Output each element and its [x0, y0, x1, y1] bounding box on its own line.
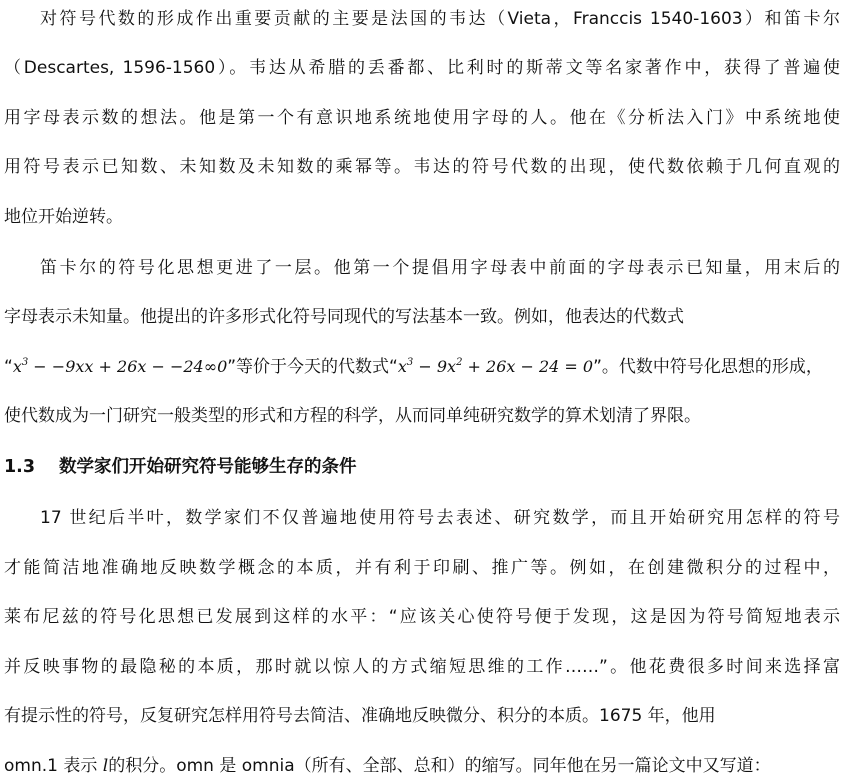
- section-title: 数学家们开始研究符号能够生存的条件: [59, 457, 357, 477]
- old-formula-var: x: [12, 357, 22, 376]
- paragraph-1-line-4: 用符号表示已知数、未知数及未知数的乘幂等。韦达的符号代数的出现，使代数依赖于几何直观的: [4, 157, 840, 177]
- paragraph-2-line-3: [4, 355, 840, 381]
- paragraph-3-line-6-start: omn.1 表示: [4, 756, 103, 776]
- old-formula: [13, 357, 227, 376]
- modern-formula-exponent-1: 3: [406, 357, 414, 368]
- open-quote: “: [4, 357, 13, 377]
- modern-formula-var: x: [397, 357, 407, 376]
- old-formula-rest: − −9xx + 26x − −24∞0: [28, 357, 228, 376]
- line-ending-text: ”。代数中符号化思想的形成，: [593, 357, 823, 377]
- paragraph-1-line-1: 对符号代数的形成作出重要贡献的主要是法国的韦达（Vieta，Franccis 1540-1603）和笛卡尔: [40, 9, 840, 29]
- paragraph-2-line-2: 字母表示未知量。他提出的许多形式化符号同现代的写法基本一致。例如，他表达的代数式: [4, 307, 684, 327]
- paragraph-3-line-6: [4, 754, 840, 778]
- paragraph-3-line-1: 17 世纪后半叶，数学家们不仅普遍地使用符号去表述、研究数学，而且开始研究用怎样的符号: [40, 508, 840, 528]
- paragraph-1-line-3: 用字母表示数的想法。他是第一个有意识地系统地使用字母的人。他在《分析法入门》中系统地使: [4, 108, 840, 128]
- section-number: 1.3: [4, 457, 36, 477]
- paragraph-3-line-5: 有提示性的符号，反复研究怎样用符号去简洁、准确地反映微分、积分的本质。1675 年，他用: [4, 706, 716, 726]
- modern-formula-rest: + 26x − 24 = 0: [462, 357, 594, 376]
- equivalence-text: ”等价于今天的代数式“: [227, 357, 398, 377]
- section-heading: [4, 454, 840, 480]
- modern-formula-term: − 9x: [413, 357, 457, 376]
- paragraph-3-line-3: 莱布尼兹的符号化思想已发展到这样的水平：“应该关心使符号便于发现，这是因为符号简短地表示: [4, 607, 840, 627]
- paragraph-2-line-4: 使代数成为一门研究一般类型的形式和方程的科学，从而同单纯研究数学的算术划清了界限。: [4, 406, 701, 426]
- paragraph-3-line-4: 并反映事物的最隐秘的本质，那时就以惊人的方式缩短思维的工作……”。他花费很多时间来选择富: [4, 657, 840, 677]
- paragraph-3-line-2: 才能简洁地准确地反映数学概念的本质，并有利于印刷、推广等。例如，在创建微积分的过程中，: [4, 558, 840, 578]
- old-formula-exponent: 3: [21, 357, 29, 368]
- variable-l: l: [102, 756, 109, 776]
- paragraph-1-line-5: 地位开始逆转。: [4, 207, 123, 227]
- paragraph-1-line-2: （Descartes, 1596-1560）。韦达从希腊的丢番都、比利时的斯蒂文等名家著作中，获得了普遍使: [4, 58, 840, 78]
- modern-formula-exponent-2: 2: [456, 357, 463, 368]
- paragraph-3-line-6-end: 的积分。omn 是 omnia（所有、全部、总和）的缩写。同年他在另一篇论文中又写道：: [108, 756, 771, 776]
- paragraph-2-line-1: 笛卡尔的符号化思想更进了一层。他第一个提倡用字母表中前面的字母表示已知量，用末后的: [40, 258, 840, 278]
- modern-formula: [398, 357, 593, 376]
